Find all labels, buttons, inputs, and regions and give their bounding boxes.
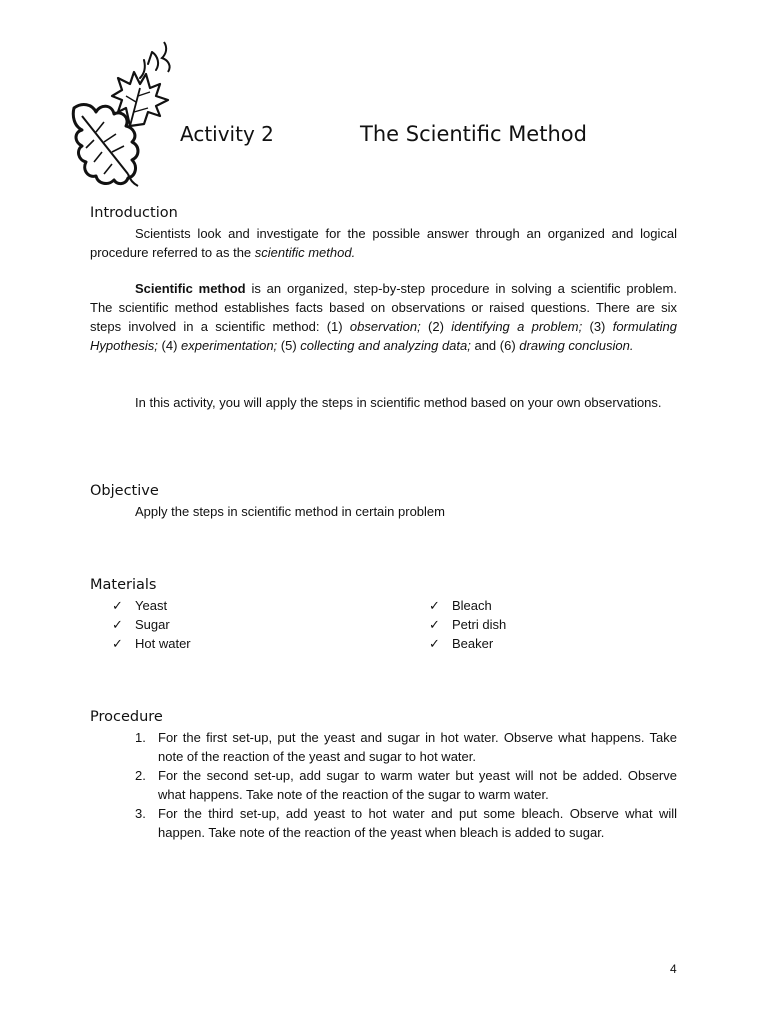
list-item: [429, 615, 506, 634]
intro-p1-emphasis: scientific method.: [254, 245, 356, 260]
checkmark-icon: ✓: [112, 598, 123, 613]
checkmark-icon: ✓: [429, 636, 440, 651]
material-hot-water: Hot water: [135, 636, 191, 651]
objective-text: Apply the steps in scientific method in certain problem: [135, 504, 445, 519]
checkmark-icon: ✓: [429, 617, 440, 632]
step-number: 2.: [135, 768, 146, 783]
materials-heading: Materials: [90, 577, 157, 593]
step-experimentation: experimentation;: [181, 338, 278, 353]
material-bleach: Bleach: [452, 598, 492, 613]
material-petri-dish: Petri dish: [452, 617, 507, 632]
checkmark-icon: ✓: [112, 636, 123, 651]
leaves-illustration-icon: [68, 38, 180, 188]
intro-p2-text-b: (2): [420, 319, 452, 334]
list-item: [112, 596, 191, 615]
intro-paragraph-1: [90, 224, 677, 262]
list-item: [429, 634, 506, 653]
intro-p2-text-c: (3): [582, 319, 613, 334]
checkmark-icon: ✓: [112, 617, 123, 632]
material-beaker: Beaker: [452, 636, 494, 651]
procedure-step: [90, 728, 677, 766]
term-scientific-method: Scientific method: [135, 281, 246, 296]
list-item: [112, 634, 191, 653]
introduction-heading: Introduction: [90, 205, 178, 221]
step-collecting-data: collecting and analyzing data;: [300, 338, 471, 353]
material-sugar: Sugar: [135, 617, 170, 632]
objective-heading: Objective: [90, 483, 159, 499]
activity-label: Activity 2: [180, 122, 274, 146]
intro-paragraph-2: [90, 279, 677, 355]
step-drawing-conclusion: drawing conclusion.: [519, 338, 634, 353]
procedure-list: [90, 728, 677, 842]
list-item: [112, 615, 191, 634]
step-text: For the third set-up, add yeast to hot water and put some bleach. Observe what will happen. Take note of the reaction of the yeast when bleach is added to sugar.: [158, 806, 677, 840]
intro-p2-text-d: (4): [157, 338, 182, 353]
material-yeast: Yeast: [135, 598, 168, 613]
materials-list-left: [112, 596, 191, 653]
step-text: For the second set-up, add sugar to warm water but yeast will not be added. Observe what happens. Take note of the reaction of the sugar to warm water.: [158, 768, 677, 802]
procedure-step: [90, 766, 677, 804]
page-title: The Scientific Method: [360, 122, 587, 146]
step-identifying-problem: identifying a problem;: [451, 319, 583, 334]
intro-paragraph-3: In this activity, you will apply the steps in scientific method based on your own observations.: [135, 395, 662, 410]
page-number: 4: [670, 962, 677, 976]
list-item: [429, 596, 506, 615]
intro-p2-text-a: is an organized, step-by-step procedure in solving a scientific problem. The scientific method establishes facts based on observations or raised questions. There are six steps involved in a scientific method: (1): [90, 281, 677, 334]
intro-p2-text-f: and (6): [470, 338, 520, 353]
step-formulating-hypothesis: formulating Hypothesis;: [90, 319, 678, 353]
intro-p1-text: Scientists look and investigate for the possible answer through an organized and logical procedure referred to as the: [90, 226, 677, 260]
materials-list-right: [429, 596, 506, 653]
intro-p2-text-e: (5): [277, 338, 301, 353]
step-number: 3.: [135, 806, 146, 821]
checkmark-icon: ✓: [429, 598, 440, 613]
step-observation: observation;: [349, 319, 421, 334]
step-text: For the first set-up, put the yeast and sugar in hot water. Observe what happens. Take note of the reaction of the yeast and sugar to hot water.: [158, 730, 677, 764]
procedure-heading: Procedure: [90, 709, 163, 725]
procedure-step: [90, 804, 677, 842]
step-number: 1.: [135, 730, 146, 745]
